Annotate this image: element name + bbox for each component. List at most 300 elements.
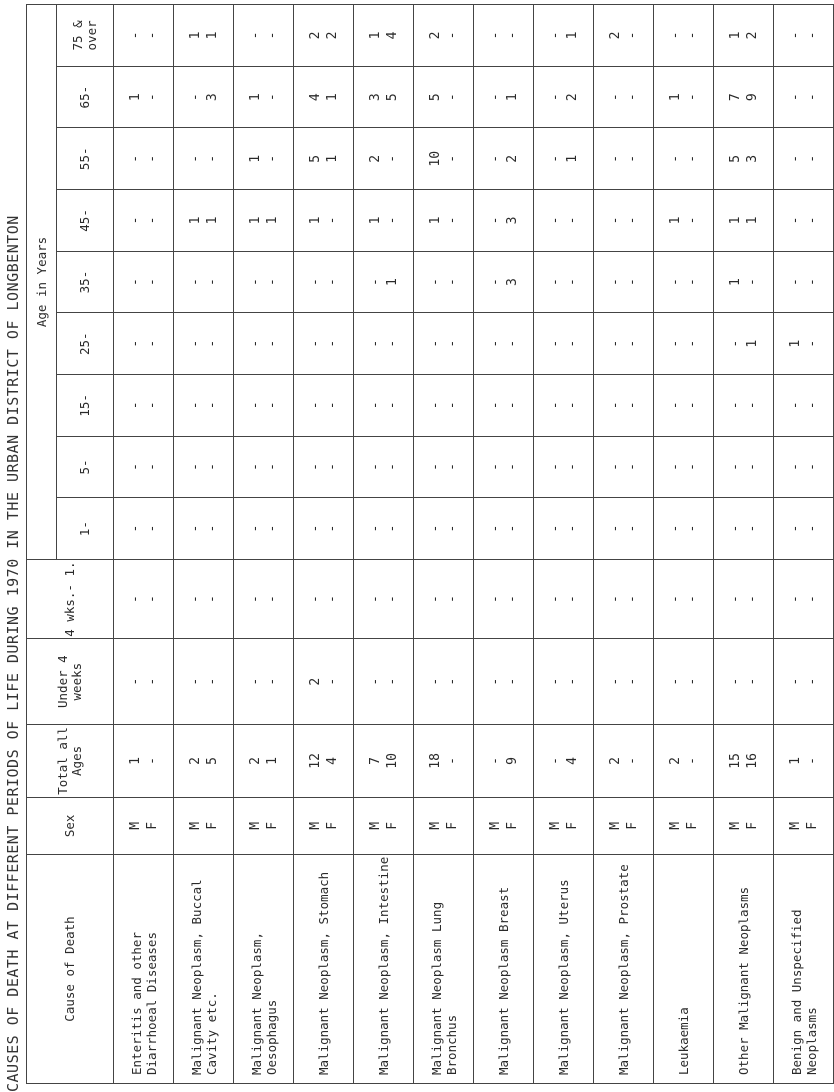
- cell-age-3: [474, 313, 534, 375]
- value-m: -: [247, 401, 263, 410]
- value-f: -: [564, 278, 580, 286]
- cell-age-1: [114, 436, 174, 498]
- value-m: -: [247, 463, 263, 471]
- header-4-weeks-1: 4 wks.- 1.: [27, 559, 114, 638]
- cell-age-0: [294, 498, 354, 560]
- value-f: -: [324, 524, 340, 533]
- cell-age-8: [354, 5, 414, 67]
- value-f: -: [264, 463, 280, 471]
- cell-age-7: [594, 66, 654, 128]
- value-m: -: [547, 216, 563, 225]
- cell-age-2: [474, 375, 534, 437]
- value-m: -: [427, 595, 443, 603]
- value-f: -: [624, 216, 640, 225]
- cell-age-5: [234, 190, 294, 252]
- value-f: 9: [744, 93, 760, 102]
- cell-u4: [234, 639, 294, 725]
- cell-total: [654, 725, 714, 798]
- value-f: 3: [204, 93, 220, 102]
- value-f: F: [384, 821, 400, 830]
- value-f: -: [624, 677, 640, 686]
- value-m: 1: [367, 31, 383, 40]
- value-m: 2: [307, 31, 323, 40]
- value-m: 1: [787, 339, 803, 348]
- value-f: -: [144, 216, 160, 225]
- value-f: -: [444, 463, 460, 471]
- value-m: 1: [727, 278, 743, 286]
- value-f: -: [624, 401, 640, 410]
- value-f: 16: [744, 753, 760, 769]
- value-m: -: [247, 278, 263, 286]
- header-age-2: 15-: [57, 375, 114, 437]
- value-f: -: [504, 595, 520, 603]
- value-f: F: [684, 821, 700, 830]
- cell-age-3: [774, 313, 834, 375]
- cell-age-7: [294, 66, 354, 128]
- cell-age-8: [414, 5, 474, 67]
- value-f: -: [504, 339, 520, 348]
- value-f: -: [624, 524, 640, 533]
- cell-age-8: [594, 5, 654, 67]
- value-f: -: [324, 278, 340, 286]
- value-f: -: [624, 757, 640, 765]
- cell-total: [234, 725, 294, 798]
- cell-w4: [534, 559, 594, 638]
- value-m: -: [787, 524, 803, 533]
- cell-age-0: [774, 498, 834, 560]
- value-m: -: [427, 401, 443, 410]
- value-m: 2: [427, 31, 443, 40]
- value-m: -: [727, 339, 743, 348]
- value-f: -: [144, 401, 160, 410]
- cell-age-3: [174, 313, 234, 375]
- value-m: -: [307, 463, 323, 471]
- cell-age-2: [354, 375, 414, 437]
- value-m: -: [487, 677, 503, 686]
- cause-of-death: Malignant Neoplasm, Uterus: [534, 855, 594, 1084]
- value-f: -: [744, 463, 760, 471]
- header-age-4: 35-: [57, 251, 114, 313]
- value-m: M: [187, 821, 203, 830]
- value-m: -: [787, 595, 803, 603]
- value-m: -: [607, 93, 623, 102]
- value-m: -: [367, 524, 383, 533]
- value-m: 1: [667, 93, 683, 102]
- value-m: -: [547, 31, 563, 40]
- cell-sex: [714, 797, 774, 854]
- value-m: -: [127, 278, 143, 286]
- value-f: 2: [324, 31, 340, 40]
- cell-age-2: [534, 375, 594, 437]
- cell-age-8: [294, 5, 354, 67]
- value-m: -: [247, 595, 263, 603]
- header-total: Total all Ages: [27, 725, 114, 798]
- value-m: -: [487, 401, 503, 410]
- cell-age-3: [594, 313, 654, 375]
- value-f: -: [264, 154, 280, 163]
- value-m: -: [127, 339, 143, 348]
- cell-age-5: [114, 190, 174, 252]
- cell-total: [174, 725, 234, 798]
- cell-age-3: [654, 313, 714, 375]
- value-m: M: [487, 821, 503, 830]
- value-m: 2: [607, 31, 623, 40]
- value-m: -: [247, 677, 263, 686]
- table-row: [354, 5, 414, 1084]
- cell-age-5: [594, 190, 654, 252]
- cell-age-3: [354, 313, 414, 375]
- value-m: 1: [247, 154, 263, 163]
- cell-age-7: [774, 66, 834, 128]
- value-f: -: [384, 677, 400, 686]
- cell-age-1: [414, 436, 474, 498]
- value-m: -: [547, 93, 563, 102]
- cell-age-6: [774, 128, 834, 190]
- value-f: -: [804, 154, 820, 163]
- cell-age-2: [654, 375, 714, 437]
- cause-of-death: Malignant Neoplasm, Prostate: [594, 855, 654, 1084]
- value-f: 10: [384, 753, 400, 769]
- value-f: -: [264, 31, 280, 40]
- value-m: M: [547, 821, 563, 830]
- value-f: -: [204, 677, 220, 686]
- header-cause: Cause of Death: [27, 855, 114, 1084]
- cell-age-7: [474, 66, 534, 128]
- value-m: -: [487, 595, 503, 603]
- value-f: -: [504, 401, 520, 410]
- value-f: 2: [564, 93, 580, 102]
- value-f: -: [564, 401, 580, 410]
- value-f: -: [384, 401, 400, 410]
- value-f: -: [444, 339, 460, 348]
- value-m: -: [547, 463, 563, 471]
- value-m: -: [247, 31, 263, 40]
- cell-total: [354, 725, 414, 798]
- value-m: -: [187, 339, 203, 348]
- cell-age-1: [714, 436, 774, 498]
- value-m: 1: [187, 216, 203, 225]
- table-row: [294, 5, 354, 1084]
- cell-u4: [114, 639, 174, 725]
- cell-age-1: [474, 436, 534, 498]
- value-m: -: [487, 278, 503, 286]
- cell-age-2: [774, 375, 834, 437]
- value-m: -: [787, 93, 803, 102]
- value-m: -: [667, 677, 683, 686]
- value-m: -: [667, 31, 683, 40]
- value-m: 1: [367, 216, 383, 225]
- value-m: 5: [427, 93, 443, 102]
- value-f: 1: [564, 154, 580, 163]
- value-f: -: [564, 339, 580, 348]
- value-f: F: [204, 821, 220, 830]
- value-m: -: [187, 401, 203, 410]
- value-m: -: [607, 401, 623, 410]
- cell-age-6: [294, 128, 354, 190]
- cell-age-5: [714, 190, 774, 252]
- cell-age-4: [354, 251, 414, 313]
- cell-age-8: [654, 5, 714, 67]
- value-m: -: [187, 677, 203, 686]
- value-m: -: [367, 278, 383, 286]
- cell-sex: [294, 797, 354, 854]
- value-f: -: [684, 154, 700, 163]
- header-age-7: 65-: [57, 66, 114, 128]
- value-m: -: [247, 339, 263, 348]
- cell-age-7: [234, 66, 294, 128]
- cell-age-7: [114, 66, 174, 128]
- value-f: -: [624, 154, 640, 163]
- cell-total: [294, 725, 354, 798]
- cell-age-8: [174, 5, 234, 67]
- value-m: -: [367, 401, 383, 410]
- value-m: 1: [127, 757, 143, 765]
- header-age-5: 45-: [57, 190, 114, 252]
- value-m: 1: [307, 216, 323, 225]
- value-m: -: [547, 278, 563, 286]
- cell-sex: [414, 797, 474, 854]
- value-m: -: [307, 339, 323, 348]
- value-m: M: [607, 821, 623, 830]
- table-row: [114, 5, 174, 1084]
- cell-age-2: [714, 375, 774, 437]
- value-m: -: [367, 463, 383, 471]
- value-m: -: [787, 278, 803, 286]
- cause-of-death: Malignant Neoplasm, Buccal Cavity etc.: [174, 855, 234, 1084]
- value-f: -: [444, 595, 460, 603]
- cell-u4: [294, 639, 354, 725]
- cell-w4: [654, 559, 714, 638]
- cell-age-2: [114, 375, 174, 437]
- value-f: 3: [504, 216, 520, 225]
- value-f: -: [804, 339, 820, 348]
- cell-age-8: [534, 5, 594, 67]
- header-age-8: 75 & over: [57, 5, 114, 67]
- cell-w4: [114, 559, 174, 638]
- value-m: -: [667, 463, 683, 471]
- table-row: [414, 5, 474, 1084]
- header-age-1: 5-: [57, 436, 114, 498]
- header-under-4-weeks: Under 4 weeks: [27, 639, 114, 725]
- value-m: -: [607, 463, 623, 471]
- value-f: 2: [504, 154, 520, 163]
- value-m: -: [727, 401, 743, 410]
- value-f: F: [804, 821, 820, 830]
- value-m: -: [367, 595, 383, 603]
- cell-age-1: [294, 436, 354, 498]
- value-f: 1: [504, 93, 520, 102]
- value-f: -: [444, 216, 460, 225]
- value-f: -: [624, 463, 640, 471]
- cell-age-0: [414, 498, 474, 560]
- value-f: -: [804, 595, 820, 603]
- value-f: F: [144, 821, 160, 830]
- value-m: -: [547, 339, 563, 348]
- value-f: 1: [564, 31, 580, 40]
- value-f: -: [444, 757, 460, 765]
- cell-age-4: [534, 251, 594, 313]
- cell-age-7: [714, 66, 774, 128]
- header-sex: Sex: [27, 797, 114, 854]
- value-f: -: [264, 524, 280, 533]
- value-m: M: [727, 821, 743, 830]
- value-m: -: [487, 31, 503, 40]
- cause-of-death: Enteritis and other Diarrhoeal Diseases: [114, 855, 174, 1084]
- value-f: -: [744, 677, 760, 686]
- value-f: -: [204, 154, 220, 163]
- value-f: -: [804, 93, 820, 102]
- value-f: -: [144, 757, 160, 765]
- value-f: -: [204, 524, 220, 533]
- value-f: -: [564, 595, 580, 603]
- value-m: 1: [727, 216, 743, 225]
- cell-age-5: [294, 190, 354, 252]
- value-f: -: [684, 339, 700, 348]
- value-f: -: [444, 524, 460, 533]
- value-m: -: [787, 401, 803, 410]
- value-f: -: [744, 524, 760, 533]
- cell-age-6: [594, 128, 654, 190]
- value-m: -: [367, 339, 383, 348]
- cell-u4: [774, 639, 834, 725]
- header-age-group: Age in Years: [27, 5, 57, 560]
- value-m: 1: [247, 216, 263, 225]
- value-f: -: [684, 595, 700, 603]
- value-f: -: [264, 339, 280, 348]
- value-m: -: [487, 216, 503, 225]
- value-f: -: [324, 677, 340, 686]
- value-f: 1: [204, 31, 220, 40]
- cell-age-1: [354, 436, 414, 498]
- cell-age-0: [354, 498, 414, 560]
- value-f: -: [324, 401, 340, 410]
- table-row: [474, 5, 534, 1084]
- value-m: -: [547, 595, 563, 603]
- value-m: -: [187, 93, 203, 102]
- cell-age-3: [114, 313, 174, 375]
- cell-age-7: [654, 66, 714, 128]
- value-m: -: [607, 595, 623, 603]
- value-f: -: [204, 595, 220, 603]
- cell-age-4: [234, 251, 294, 313]
- value-f: -: [264, 677, 280, 686]
- cause-of-death: Malignant Neoplasm, Stomach: [294, 855, 354, 1084]
- value-f: 1: [384, 278, 400, 286]
- value-f: -: [384, 524, 400, 533]
- value-m: -: [667, 278, 683, 286]
- value-m: 1: [127, 93, 143, 102]
- value-m: -: [427, 524, 443, 533]
- value-f: -: [684, 677, 700, 686]
- value-m: -: [427, 463, 443, 471]
- value-m: -: [127, 154, 143, 163]
- cell-age-2: [294, 375, 354, 437]
- value-m: 1: [427, 216, 443, 225]
- value-f: -: [804, 278, 820, 286]
- cell-age-6: [234, 128, 294, 190]
- cell-age-8: [774, 5, 834, 67]
- value-f: 1: [264, 757, 280, 765]
- value-m: 7: [727, 93, 743, 102]
- cause-of-death: Malignant Neoplasm Breast: [474, 855, 534, 1084]
- value-m: -: [187, 154, 203, 163]
- value-f: 3: [504, 278, 520, 286]
- cell-age-1: [654, 436, 714, 498]
- cell-age-0: [654, 498, 714, 560]
- value-f: 1: [324, 154, 340, 163]
- value-f: -: [444, 154, 460, 163]
- cell-sex: [774, 797, 834, 854]
- value-f: -: [144, 339, 160, 348]
- value-m: -: [487, 463, 503, 471]
- cell-age-1: [174, 436, 234, 498]
- value-m: M: [787, 821, 803, 830]
- value-f: -: [684, 31, 700, 40]
- cell-age-4: [114, 251, 174, 313]
- value-f: -: [624, 31, 640, 40]
- value-f: 1: [264, 216, 280, 225]
- cell-age-2: [594, 375, 654, 437]
- value-f: 2: [744, 31, 760, 40]
- value-f: 4: [384, 31, 400, 40]
- value-m: -: [307, 401, 323, 410]
- value-f: -: [144, 31, 160, 40]
- cell-age-0: [474, 498, 534, 560]
- cell-age-2: [414, 375, 474, 437]
- value-f: -: [204, 339, 220, 348]
- value-f: 1: [744, 216, 760, 225]
- value-m: 2: [247, 757, 263, 765]
- value-f: -: [444, 93, 460, 102]
- value-m: -: [607, 216, 623, 225]
- value-f: -: [324, 216, 340, 225]
- cell-sex: [354, 797, 414, 854]
- value-m: -: [727, 524, 743, 533]
- value-m: -: [307, 524, 323, 533]
- cause-of-death: Malignant Neoplasm, Intestine: [354, 855, 414, 1084]
- value-f: -: [684, 93, 700, 102]
- value-m: 1: [187, 31, 203, 40]
- value-m: 1: [247, 93, 263, 102]
- cell-u4: [414, 639, 474, 725]
- cell-age-0: [114, 498, 174, 560]
- table-row: [234, 5, 294, 1084]
- cell-u4: [654, 639, 714, 725]
- value-m: -: [367, 677, 383, 686]
- value-f: -: [324, 595, 340, 603]
- value-f: -: [624, 595, 640, 603]
- value-m: -: [127, 524, 143, 533]
- value-m: 1: [727, 31, 743, 40]
- value-m: -: [607, 677, 623, 686]
- cell-age-4: [774, 251, 834, 313]
- cell-age-1: [774, 436, 834, 498]
- value-f: F: [564, 821, 580, 830]
- value-m: -: [127, 595, 143, 603]
- value-f: -: [204, 463, 220, 471]
- value-f: -: [804, 524, 820, 533]
- value-f: F: [624, 821, 640, 830]
- header-age-0: 1-: [57, 498, 114, 560]
- value-m: -: [547, 524, 563, 533]
- value-m: 1: [787, 757, 803, 765]
- value-m: -: [487, 757, 503, 765]
- value-f: -: [804, 757, 820, 765]
- value-m: -: [607, 339, 623, 348]
- cell-age-3: [534, 313, 594, 375]
- cause-of-death: Malignant Neoplasm Lung Bronchus: [414, 855, 474, 1084]
- value-m: -: [787, 216, 803, 225]
